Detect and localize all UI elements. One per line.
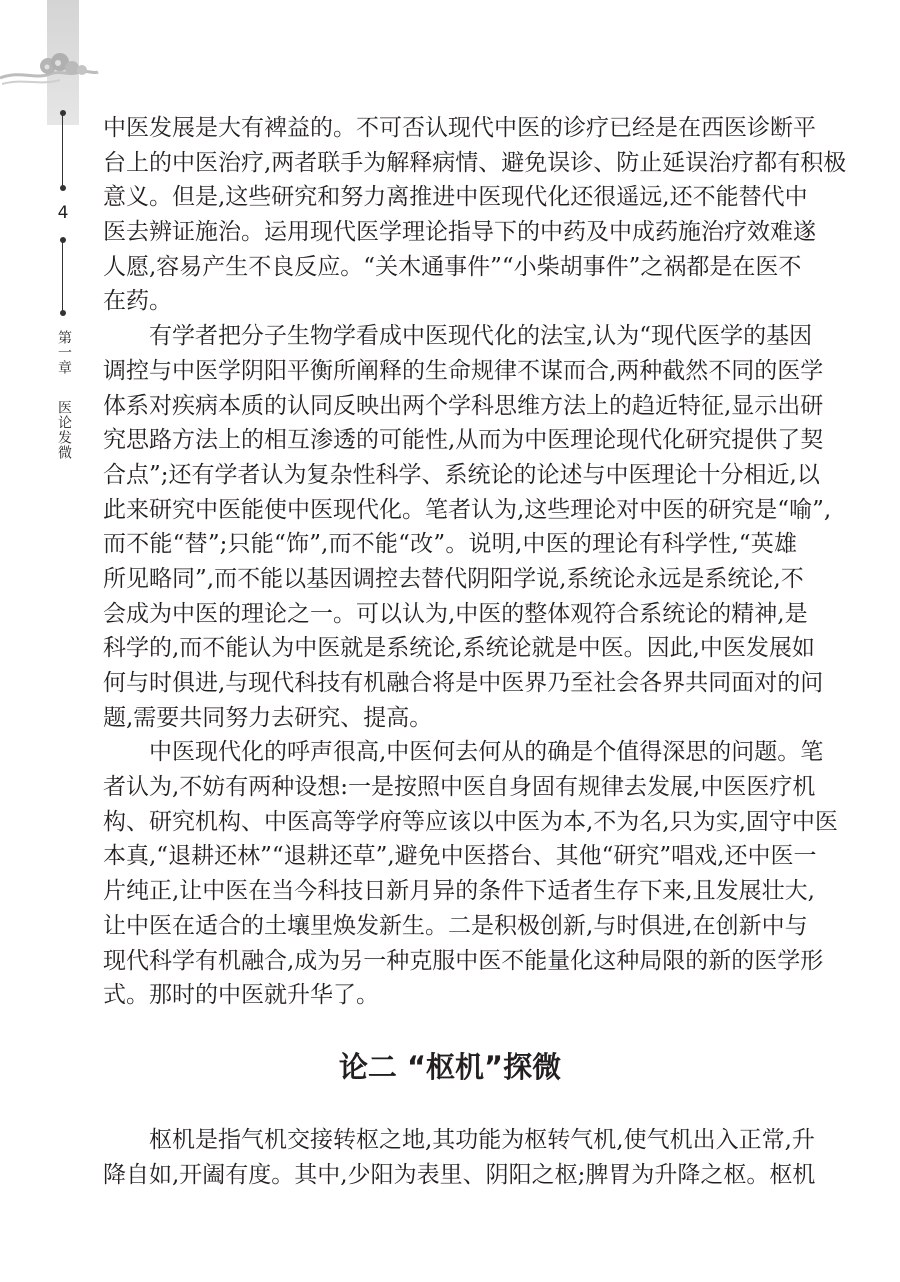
paragraph (103, 111, 847, 319)
text-line: 究思路方法上的相互渗透的可能性,从而为中医理论现代化研究提供了契 (103, 427, 824, 454)
text-line: 中医现代化的呼声很高,中医何去何从的确是个值得深思的问题。笔 (149, 739, 824, 766)
text-line: 本真,“退耕还林”“退耕还草”,避免中医搭台、其他“研究”唱戏,还中医一 (103, 843, 817, 870)
text-line: 者认为,不妨有两种设想:一是按照中医自身固有规律去发展,中医医疗机 (103, 774, 816, 801)
rule-dot (60, 185, 66, 191)
chapter-label: 第一章 (56, 330, 72, 375)
text-line: 何与时俱进,与现代科技有机融合将是中医界乃至社会各界共同面对的问 (103, 670, 824, 696)
text-line: 调控与中医学阴阳平衡所阐释的生命规律不谋而合,两种截然不同的医学 (103, 357, 824, 384)
section-heading: 论二 “枢机”探微 (338, 1050, 562, 1084)
margin-rule-top (62, 113, 63, 188)
text-line: 让中医在适合的土壤里焕发新生。二是积极创新,与时俱进,在创新中与 (103, 912, 808, 939)
text-line: 构、研究机构、中医高等学府等应该以中医为本,不为名,只为实,固守中医 (103, 808, 838, 835)
rule-dot (60, 310, 66, 316)
cloud-ornament-icon (0, 50, 100, 90)
text-line: 现代科学有机融合,成为另一种克服中医不能量化这种局限的新的医学形 (103, 947, 824, 974)
text-line: 合点”;还有学者认为复杂性科学、系统论的论述与中医理论十分相近,以 (103, 461, 820, 488)
text-line: 此来研究中医能使中医现代化。笔者认为,这些理论对中医的研究是“喻”, (103, 496, 832, 523)
text-line: 在药。 (103, 288, 172, 315)
text-line: 有学者把分子生物学看成中医现代化的法宝,认为“现代医学的基因 (149, 323, 813, 350)
text-line: 意义。但是,这些研究和努力离推进中医现代化还很遥远,还不能替代中 (103, 184, 808, 211)
text-line: 体系对疾病本质的认同反映出两个学科思维方法上的趋近特征,显示出研 (103, 392, 824, 419)
text-line: 会成为中医的理论之一。可以认为,中医的整体观符合系统论的精神,是 (103, 600, 808, 627)
text-line: 枢机是指气机交接转枢之地,其功能为枢转气机,使气机出入正常,升 (149, 1127, 815, 1153)
paragraph (103, 735, 838, 1013)
text-line: 式。那时的中医就升华了。 (103, 982, 379, 1009)
section-body-text (103, 1123, 816, 1192)
text-line: 医去辨证施治。运用现代医学理论指导下的中药及中成药施治疗效难遂 (103, 219, 816, 246)
paragraph (103, 1123, 816, 1192)
text-line: 片纯正,让中医在当今科技日新月异的条件下适者生存下来,且发展壮大, (103, 878, 815, 905)
text-line: 科学的,而不能认为中医就是系统论,系统论就是中医。因此,中医发展如 (103, 635, 815, 662)
margin-rule-bottom (62, 240, 63, 313)
body-text (103, 111, 847, 1013)
text-line: 所见略同”,而不能以基因调控去替代阴阳学说,系统论永远是系统论,不 (103, 565, 804, 592)
paragraph (103, 319, 832, 735)
text-line: 降自如,开阖有度。其中,少阳为表里、阴阳之枢;脾胃为升降之枢。枢机 (103, 1161, 816, 1188)
page-number: 4 (57, 203, 69, 223)
text-line: 中医发展是大有裨益的。不可否认现代中医的诊疗已经是在西医诊断平 (103, 115, 816, 141)
text-line: 台上的中医治疗,两者联手为解释病情、避免误诊、防止延误治疗都有积极 (103, 149, 847, 176)
text-line: 而不能“替”;只能“饰”,而不能“改”。说明,中医的理论有科学性,“英雄 (103, 531, 797, 558)
text-line: 人愿,容易产生不良反应。“关木通事件”“小柴胡事件”之祸都是在医不 (103, 253, 802, 280)
text-line: 题,需要共同努力去研究、提高。 (103, 704, 433, 731)
chapter-title: 医论发微 (56, 400, 72, 460)
